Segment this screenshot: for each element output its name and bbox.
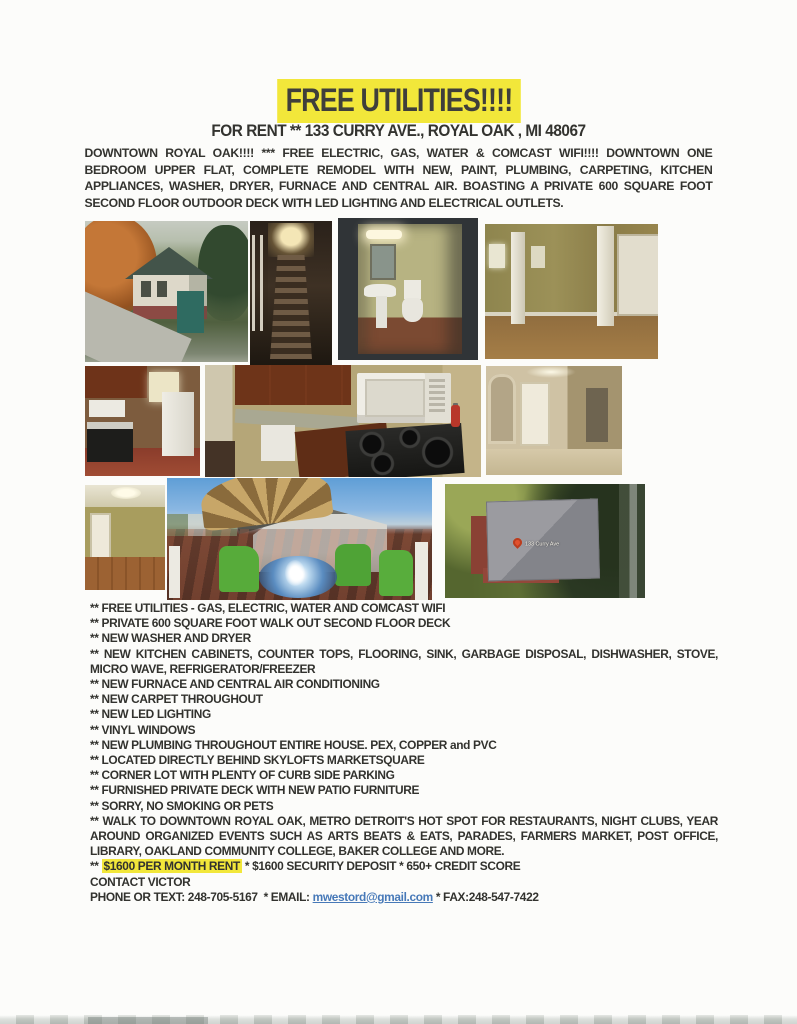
photo-kitchen-panorama xyxy=(205,365,481,477)
stair-top-light xyxy=(268,223,314,257)
toilet-bowl xyxy=(402,298,423,322)
flyer-title-highlight xyxy=(277,84,521,116)
photo-room-olive xyxy=(85,485,165,590)
feature-item: ** CORNER LOT WITH PLENTY OF CURB SIDE PARKING xyxy=(90,768,395,783)
phone-and-email-label: PHONE OR TEXT: 248-705-5167 * EMAIL: xyxy=(90,889,313,904)
feature-item: ** NEW FURNACE AND CENTRAL AIR CONDITIONING xyxy=(90,677,380,692)
rent-prefix: ** xyxy=(90,859,102,874)
flyer-title-row xyxy=(0,0,797,116)
carpet xyxy=(486,449,622,475)
hallway-window-left xyxy=(489,244,505,268)
feature-item: ** NEW LED LIGHTING xyxy=(90,707,211,722)
microwave xyxy=(89,400,125,417)
feature-item: ** NEW KITCHEN CABINETS, COUNTER TOPS, FLOORING, SINK, GARBAGE DISPOSAL, DISHWASHER, STOVE, MICRO WAVE, REFRIGERATOR/FREEZER xyxy=(90,646,718,676)
ceiling-light-glow xyxy=(526,366,576,378)
feature-item: ** FURNISHED PRIVATE DECK WITH NEW PATIO FURNITURE xyxy=(90,783,420,798)
photo-bathroom xyxy=(338,218,478,360)
hallway-double-door xyxy=(617,234,658,316)
deck-rail-left xyxy=(169,546,180,598)
feature-item: ** WALK TO DOWNTOWN ROYAL OAK, METRO DETROIT'S HOT SPOT FOR RESTAURANTS, NIGHT CLUBS, YEAR AROUND ORGANIZED EVENTS SUCH AS ARTS BEATS & EATS, PARADES, FARMERS MARKET, POST OFFICE, LIBRARY, OAKLAND COMMUNITY COLLEGE, BAKER COLLEGE AND MORE. xyxy=(90,813,718,859)
photo-staircase xyxy=(250,221,332,366)
stair-steps xyxy=(270,255,312,359)
contact-name-line: CONTACT VICTOR xyxy=(90,874,191,889)
stove xyxy=(87,422,133,462)
feature-item: ** VINYL WINDOWS xyxy=(90,722,196,737)
map-gray-roof xyxy=(486,499,600,582)
intro-paragraph: DOWNTOWN ROYAL OAK!!!! *** FREE ELECTRIC, GAS, WATER & COMCAST WIFI!!!! DOWNTOWN ONE BEDROOM UPPER FLAT, COMPLETE REMODEL WITH NEW, PAINT, PLUMBING, CARPETING, KITCHEN APPLIANCES, WASHER, DRYER, FURNACE AND CENTRAL AIR. BOASTING A PRIVATE 600 SQUARE FOOT SECOND FLOOR OUTDOOR DECK WITH LED LIGHTING AND ELECTRICAL OUTLETS. xyxy=(84,146,713,210)
photo-aerial-map xyxy=(445,484,645,598)
house-windows xyxy=(141,281,151,297)
scan-artifact-dark-patch xyxy=(88,1017,208,1024)
wood-floor xyxy=(85,557,165,590)
feature-item: ** NEW WASHER AND DRYER xyxy=(90,631,251,646)
sink-pedestal xyxy=(376,296,387,328)
contact-phone-line xyxy=(90,890,718,905)
feature-item: ** FREE UTILITIES - GAS, ELECTRIC, WATER AND COMCAST WIFI xyxy=(90,601,446,615)
hallway-window-mid xyxy=(531,246,545,268)
refrigerator xyxy=(162,392,194,456)
dishwasher xyxy=(261,425,295,461)
fax-label: * FAX:248-547-7422 xyxy=(432,889,539,904)
details-block xyxy=(90,601,718,905)
rent-line xyxy=(90,859,718,874)
map-road xyxy=(619,484,645,598)
feature-item: ** PRIVATE 600 SQUARE FOOT WALK OUT SECOND FLOOR DECK xyxy=(90,616,451,631)
patio-chair-left xyxy=(219,546,259,592)
hallway-column-center xyxy=(597,226,614,326)
features-list xyxy=(90,601,718,859)
microwave-keypad xyxy=(429,379,445,415)
room-door xyxy=(90,513,111,561)
black-cooktop xyxy=(345,423,464,477)
photo-rooftop-deck xyxy=(167,478,432,600)
teal-porch xyxy=(177,291,204,333)
deck-rail-right xyxy=(415,542,428,600)
ceiling-light xyxy=(111,487,141,499)
microwave-door xyxy=(365,379,425,417)
feature-item: ** NEW CARPET THROUGHOUT xyxy=(90,692,263,707)
vanity-light xyxy=(366,230,402,239)
fire-extinguisher xyxy=(451,405,460,427)
toilet-tank xyxy=(404,280,421,299)
bathroom-mirror xyxy=(370,244,396,280)
table-glare xyxy=(285,560,305,586)
dark-doorway xyxy=(586,388,608,442)
address-line: FOR RENT ** 133 CURRY AVE., ROYAL OAK , MI 48067 xyxy=(211,122,586,140)
stair-railing xyxy=(252,235,268,331)
white-door xyxy=(520,382,550,446)
feature-item: ** NEW PLUMBING THROUGHOUT ENTIRE HOUSE. PEX, COPPER and PVC xyxy=(90,737,497,752)
rent-highlight: $1600 PER MONTH RENT xyxy=(103,859,240,874)
photo-kitchen-stove xyxy=(85,366,200,476)
hallway-column-left xyxy=(511,232,525,324)
photo-upper-hallway xyxy=(485,224,658,359)
feature-item: ** LOCATED DIRECTLY BEHIND SKYLOFTS MARKETSQUARE xyxy=(90,753,425,768)
patio-chair-right xyxy=(379,550,413,596)
upper-cabinet xyxy=(85,366,147,398)
map-pin-label: 133 Curry Ave xyxy=(525,542,560,548)
stair-opening xyxy=(205,441,235,477)
patio-chair-center xyxy=(335,544,371,586)
archway xyxy=(488,374,516,444)
upper-cabinets xyxy=(235,365,351,405)
photo-hallway-beige xyxy=(486,366,622,475)
feature-item: ** SORRY, NO SMOKING OR PETS xyxy=(90,798,274,813)
email-link[interactable]: mwestord@gmail.com xyxy=(312,889,433,904)
rent-rest: * $1600 SECURITY DEPOSIT * 650+ CREDIT SCORE xyxy=(241,859,521,874)
flyer-title: FREE UTILITIES!!!! xyxy=(277,79,521,123)
photo-house-exterior xyxy=(85,221,248,362)
